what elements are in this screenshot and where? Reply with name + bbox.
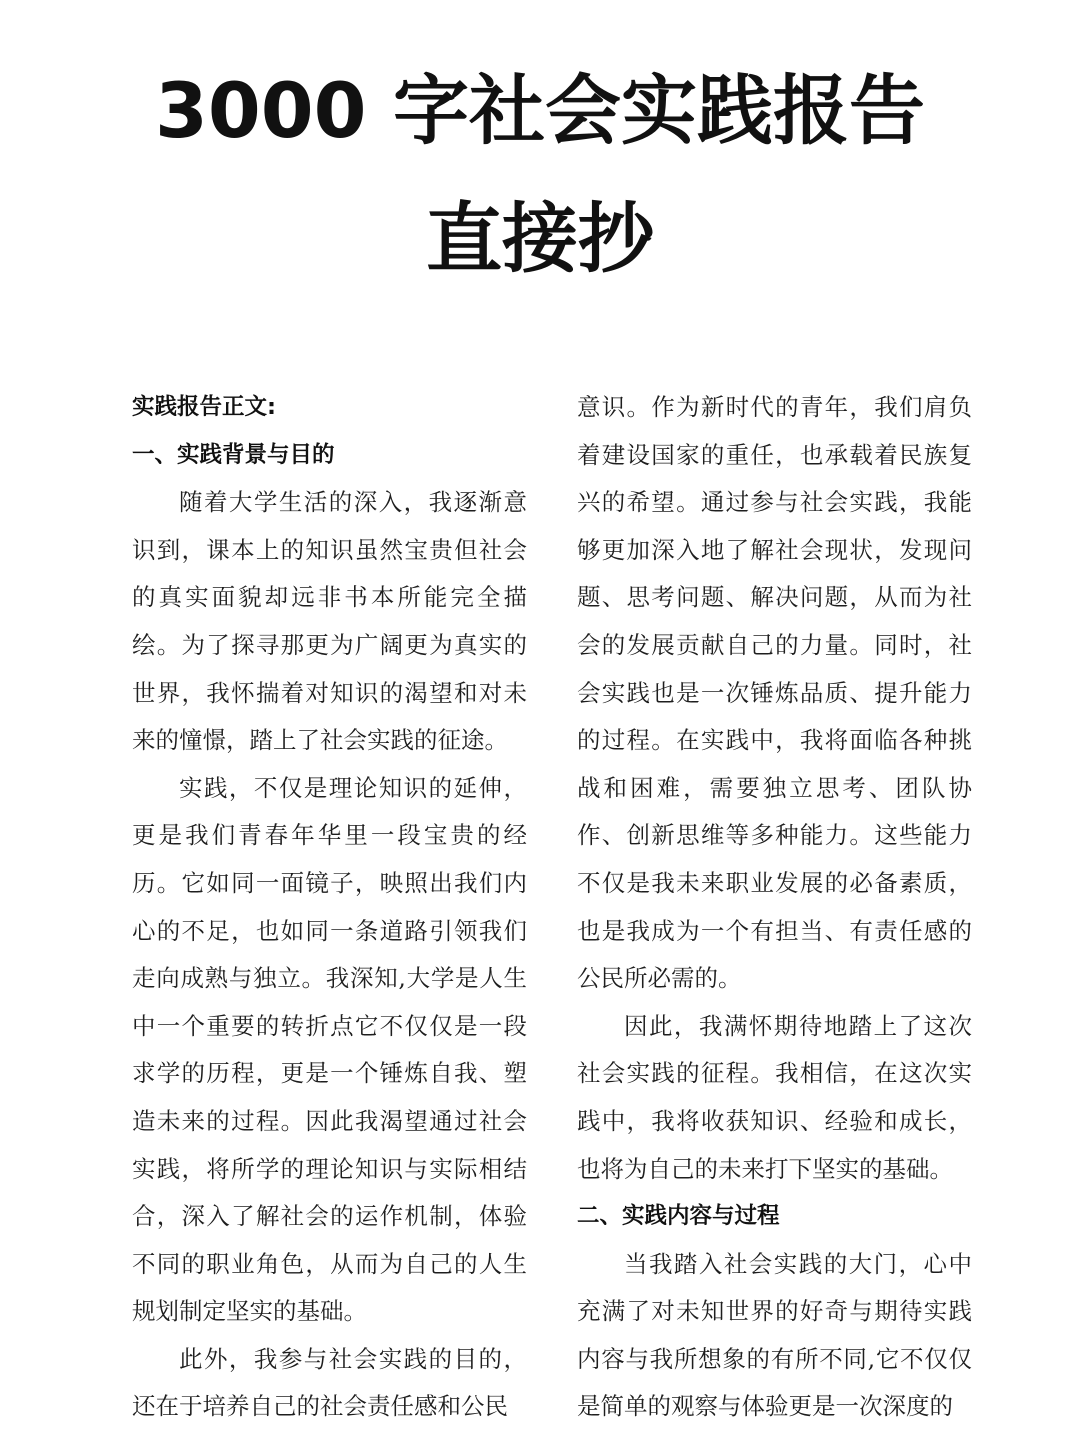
paragraph: 随着大学生活的深入，我逐渐意识到，课本上的知识虽然宝贵但社会的真实面貌却远非书本所能完全描绘。为了探寻那更为广阔更为真实的世界，我怀揣着对知识的渴望和对未来的憧憬，踏上了社会实践的征途。 — [132, 488, 527, 755]
section-heading-background: 一、实践背景与目的 — [132, 441, 335, 468]
paragraph: 实践，不仅是理论知识的延伸，更是我们青春年华里一段宝贵的经历。它如同一面镜子，映照出我们内心的不足，也如同一条道路引领我们走向成熟与独立。我深知,大学是人生中一个重要的转折点它不仅仅是一段求学的历程，更是一个锤炼自我、塑造未来的过程。因此我渴望通过社会实践，将所学的理论知识与实际相结合，深入了解社会的运作机制，体验不同的职业角色，从而为自己的人生规划制定坚实的基础。 — [132, 773, 527, 1326]
page-title-line-2: 直接抄 — [426, 194, 654, 283]
paragraph: 当我踏入社会实践的大门，心中充满了对未知世界的好奇与期待实践内容与我所想象的有所不同,它不仅仅是简单的观察与体验更是一次深度的 — [577, 1249, 972, 1421]
paragraph-continued: 意识。作为新时代的青年，我们肩负着建设国家的重任，也承载着民族复兴的希望。通过参与社会实践，我能够更加深入地了解社会现状，发现问题、思考问题、解决问题，从而为社会的发展贡献自己的力量。同时，社会实践也是一次锤炼品质、提升能力的过程。在实践中，我将面临各种挑战和困难，需要独立思考、团队协作、创新思维等多种能力。这些能力不仅是我未来职业发展的必备素质，也是我成为一个有担当、有责任感的公民所必需的。 — [577, 393, 972, 993]
paragraph: 此外，我参与社会实践的目的，还在于培养自己的社会责任感和公民 — [132, 1344, 527, 1421]
paragraph: 因此，我满怀期待地踏上了这次社会实践的征程。我相信，在这次实践中，我将收获知识、经验和成长，也将为自己的未来打下坚实的基础。 — [577, 1011, 972, 1183]
body-intro-label: 实践报告正文: — [132, 394, 276, 420]
page-title-line-1: 3000 字社会实践报告 — [155, 66, 925, 155]
section-heading-content: 二、实践内容与过程 — [577, 1203, 780, 1230]
right-text-column — [577, 384, 972, 1431]
left-text-column — [132, 384, 527, 1431]
